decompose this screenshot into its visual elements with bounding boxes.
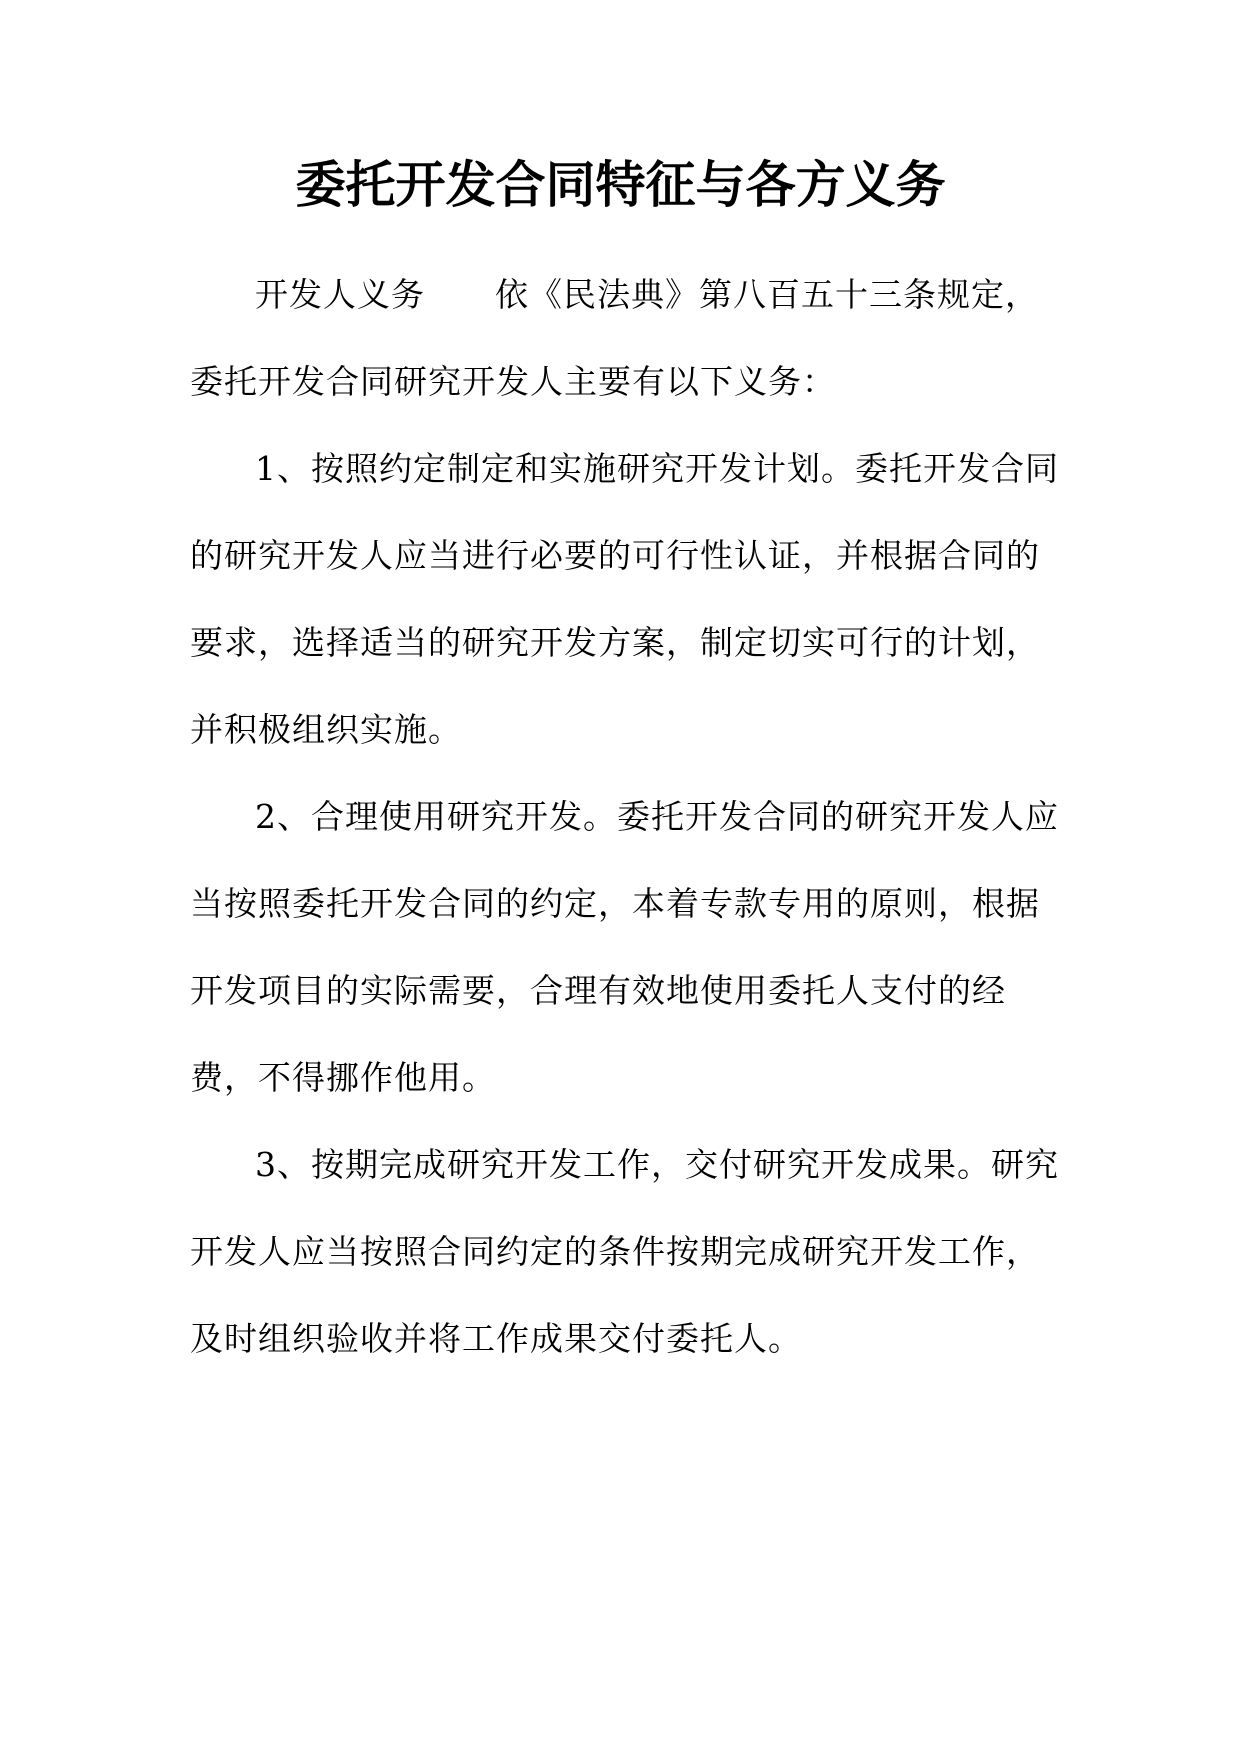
intro-line-2: 委托开发合同研究开发人主要有以下义务：	[190, 362, 836, 401]
item-3-line-1: 3、按期完成研究开发工作，交付研究开发成果。研究	[255, 1145, 1059, 1184]
item-2-line-3: 开发项目的实际需要，合理有效地使用委托人支付的经	[190, 971, 1006, 1010]
item-3-line-3: 及时组织验收并将工作成果交付委托人。	[190, 1319, 802, 1358]
item-3-line-2: 开发人应当按照合同约定的条件按期完成研究开发工作，	[190, 1232, 1040, 1271]
item-1-line-3: 要求，选择适当的研究开发方案，制定切实可行的计划，	[190, 623, 1040, 662]
item-1-line-1: 1、按照约定制定和实施研究开发计划。委托开发合同	[255, 449, 1059, 488]
intro-heading: 开发人义务	[255, 275, 425, 314]
intro-line-1	[255, 270, 1039, 320]
intro-line-1-text: 依《民法典》第八百五十三条规定，	[495, 275, 1039, 314]
item-1-line-2: 的研究开发人应当进行必要的可行性认证，并根据合同的	[190, 536, 1040, 575]
item-1-line-4: 并积极组织实施。	[190, 710, 462, 749]
document-title: 委托开发合同特征与各方义务	[295, 156, 946, 214]
item-2-line-4: 费，不得挪作他用。	[190, 1058, 496, 1097]
item-2-line-1: 2、合理使用研究开发。委托开发合同的研究开发人应	[255, 797, 1059, 836]
item-2-line-2: 当按照委托开发合同的约定，本着专款专用的原则，根据	[190, 884, 1040, 923]
